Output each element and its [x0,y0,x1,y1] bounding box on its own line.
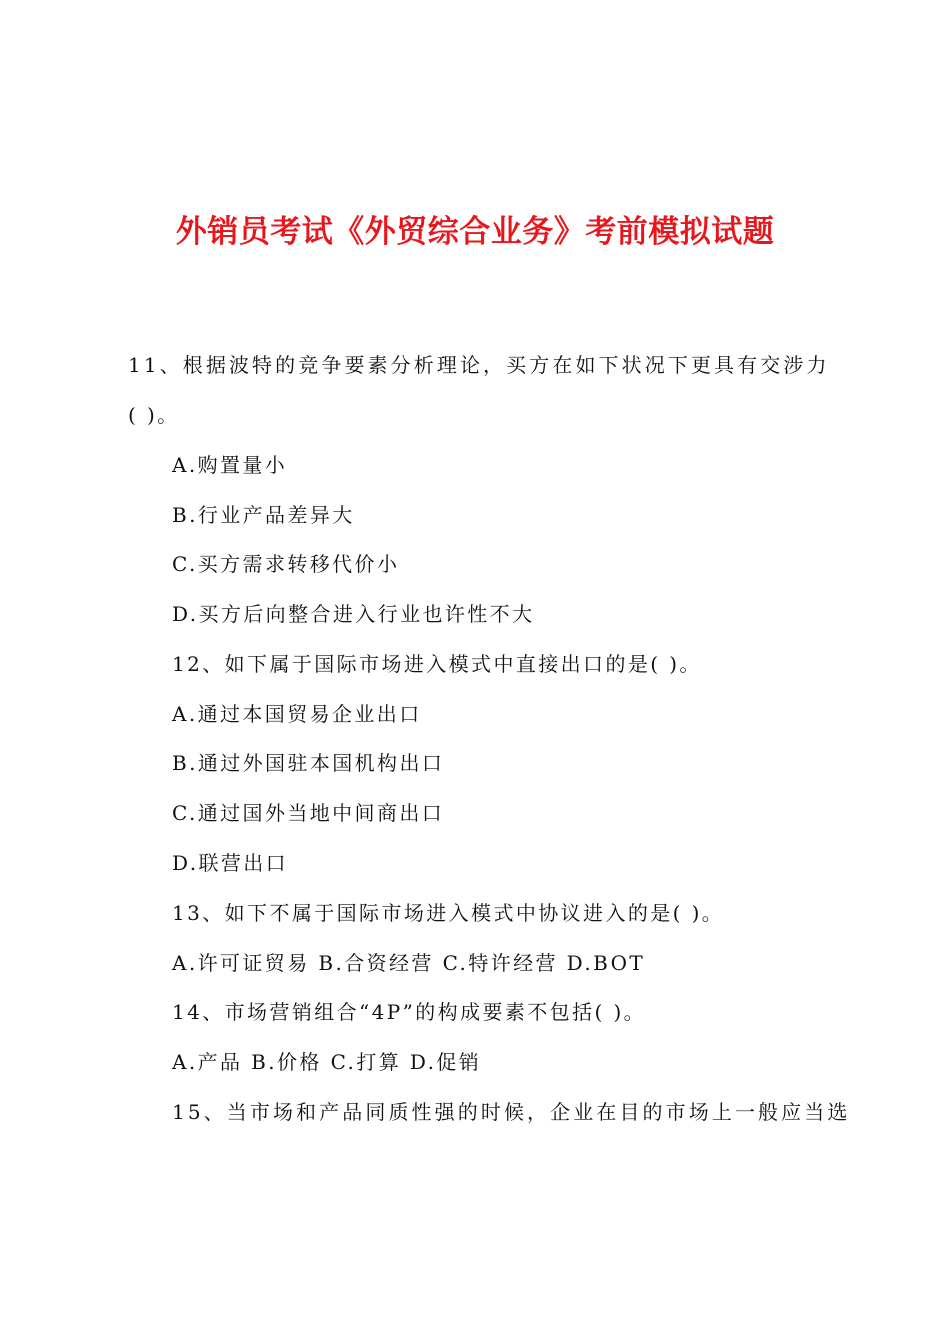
question-12-option-d: D.联营出口 [172,851,289,875]
question-11-option-b: B.行业产品差异大 [172,503,355,527]
question-14-options: A.产品 B.价格 C.打算 D.促销 [172,1050,482,1074]
question-12-option-b: B.通过外国驻本国机构出口 [172,751,445,775]
question-15-stem: 15、当市场和产品同质性强的时候，企业在目的市场上一般应当选 [172,1100,851,1124]
question-11-option-d: D.买方后向整合进入行业也许性不大 [172,602,535,626]
question-11-stem-line2: ( )。 [128,403,180,427]
document-title: 外销员考试《外贸综合业务》考前模拟试题 [175,214,775,250]
question-13-options: A.许可证贸易 B.合资经营 C.特许经营 D.BOT [172,951,646,975]
question-12-option-a: A.通过本国贸易企业出口 [172,702,422,726]
question-13-stem: 13、如下不属于国际市场进入模式中协议进入的是( )。 [172,901,725,925]
question-12-stem: 12、如下属于国际市场进入模式中直接出口的是( )。 [172,652,702,676]
question-11-option-c: C.买方需求转移代价小 [172,552,400,576]
question-12-option-c: C.通过国外当地中间商出口 [172,801,445,825]
question-11-option-a: A.购置量小 [172,453,288,477]
question-14-stem: 14、市场营销组合“4P”的构成要素不包括( )。 [172,1000,647,1024]
question-11-stem-line1: 11、根据波特的竞争要素分析理论，买方在如下状况下更具有交涉力 [128,353,830,377]
